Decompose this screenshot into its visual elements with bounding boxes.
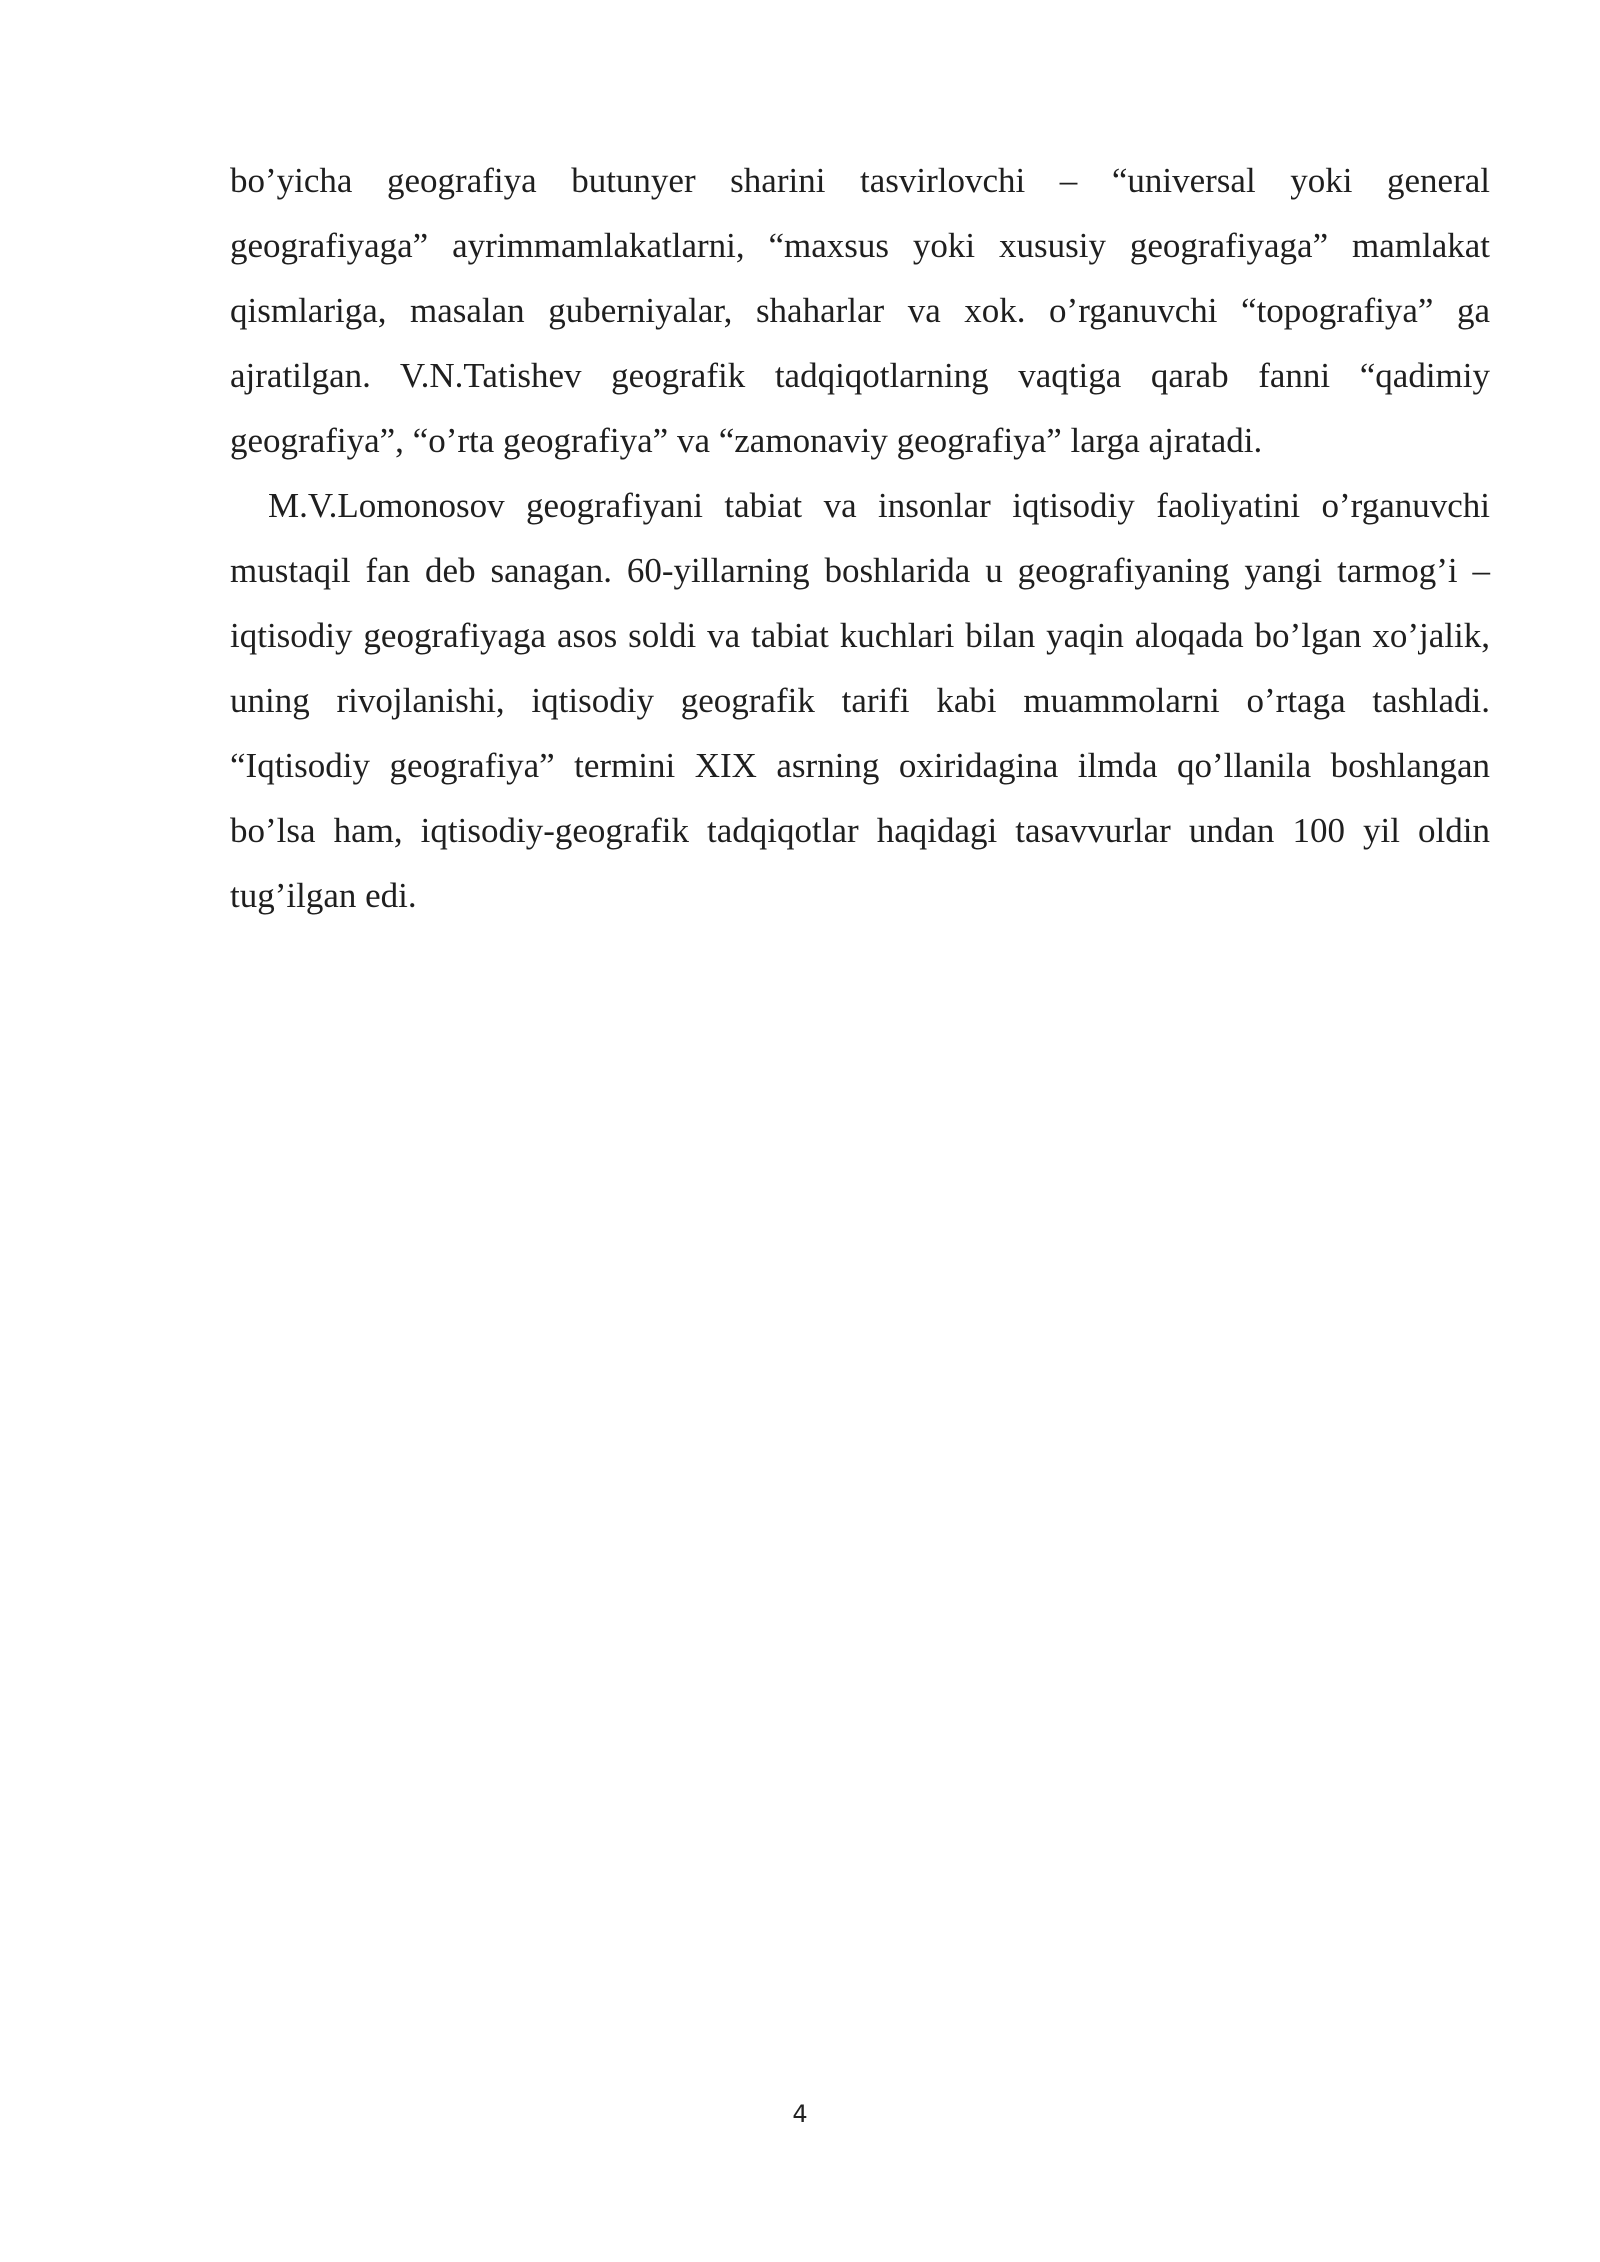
paragraph-2: M.V.Lomonosov geografiyani tabiat va insonlar iqtisodiy faoliyatini o’rganuvchi mustaqil fan deb sanagan. 60-yillarning boshlarida u geografiyaning yangi tarmog’i – iqtisodiy geografiyaga asos soldi va tabiat kuchlari bilan yaqin aloqada bo’lgan xo’jalik, uning rivojlanishi, iqtisodiy geografik tarifi kabi muammolarni o’rtaga tashladi. “Iqtisodiy geografiya” termini XIX asrning oxiridagina ilmda qo’llanila boshlangan bo’lsa ham, iqtisodiy-geografik tadqiqotlar haqidagi tasavvurlar undan 100 yil oldin tug’ilgan edi.: [230, 486, 1490, 915]
paragraph-1: bo’yicha geografiya butunyer sharini tasvirlovchi – “universal yoki general geografiyaga” ayrimmamlakatlarni, “maxsus yoki xususiy geografiyaga” mamlakat qismlariga, masalan guberniyalar, shaharlar va xok. o’rganuvchi “topografiya” ga ajratilgan. V.N.Tatishev geografik tadqiqotlarning vaqtiga qarab fanni “qadimiy geografiya”, “o’rta geografiya” va “zamonaviy geografiya” larga ajratadi.: [230, 161, 1490, 460]
page-number: 4: [792, 2100, 808, 2128]
body-text: [230, 148, 1490, 928]
